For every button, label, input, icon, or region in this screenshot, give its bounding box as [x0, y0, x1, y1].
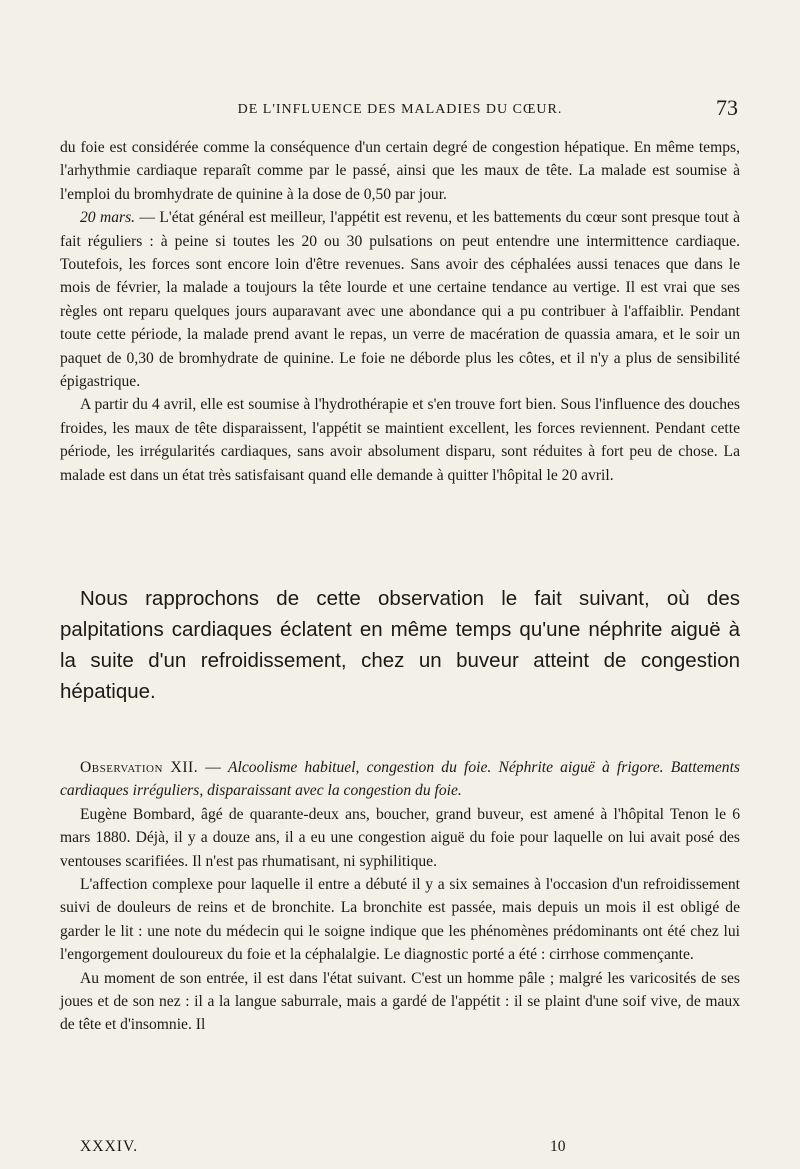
paragraph-patient-history: Eugène Bombard, âgé de quarante-deux ans, boucher, grand buveur, est amené à l'hôpital Tenon le 6 mars 1880. Déjà, il y a douze ans, il a eu une congestion aiguë du foie pour laquelle on lui avait posé des ventouses scarifiées. Il n'est pas rhumatisant, ni syphilitique. [60, 805, 740, 870]
paragraph-liver-congestion: du foie est considérée comme la conséquence d'un certain degré de congestion hépatique. En même temps, l'arhythmie cardiaque reparaît comme par le passé, ainsi que les maux de tête. La malade est soumise à l'emploi du bromhydrate de quinine à la dose de 0,50 par jour. [60, 139, 740, 203]
observation-title: Alcoolisme habituel, congestion du foie. Néphrite aiguë à frigore. Battements cardiaques irréguliers, disparaissant avec la congestion du foie. [60, 759, 740, 800]
observation-dash: — [198, 759, 228, 776]
signature-mark: XXXIV. [80, 1138, 139, 1155]
text-block-transition [60, 583, 740, 707]
paragraph-march-20-text: — L'état général est meilleur, l'appétit est revenu, et les battements du cœur sont presque tout à fait réguliers : à peine si toutes les 20 ou 30 pulsations on peut entendre une intermittence cardiaque. Toutefois, les forces sont encore loin d'être revenues. Sans avoir des céphalées aussi tenaces que dans le mois de février, la malade a toujours la tête lourde et une certaine tendance au vertige. Il est vrai que ses règles ont reparu quelques jours auparavant avec une abondance qui a pu contribuer à l'affaiblir. Pendant toute cette période, la malade prend avant le repas, un verre de macération de quassia amara, et le soir un paquet de 0,30 de bromhydrate de quinine. Le foie ne déborde plus les côtes, et il n'y a plus de sensibilité épigastrique. [60, 209, 740, 391]
paragraph-march-20 [60, 206, 740, 393]
page-footer [80, 1138, 730, 1162]
date-march-20: 20 mars. [80, 209, 136, 227]
running-title: DE L'INFLUENCE DES MALADIES DU CŒUR. [237, 102, 563, 117]
page-number: 73 [716, 95, 738, 120]
paragraph-transition: Nous rapprochons de cette observation le fait suivant, où des palpitations cardiaques éclatent en même temps qu'une néphrite aiguë à la suite d'un refroidissement, chez un buveur atteint de congestion hépatique. [60, 587, 740, 703]
sheet-number: 10 [550, 1138, 566, 1155]
text-block-observation-continued [60, 136, 740, 487]
paragraph-complex-affection: L'affection complexe pour laquelle il entre a débuté il y a six semaines à l'occasion d'un refroidissement suivi de douleurs de reins et de bronchite. La bronchite est passée, mais depuis un mois il est obligé de garder le lit : une note du médecin qui le soigne indique que les phénomènes prédominants ont été chez lui l'engorgement douloureux du foie et la céphalalgie. Le diagnostic porté a été : cirrhose commençante. [60, 876, 740, 964]
text-block-observation-xii [60, 756, 740, 1037]
observation-heading [60, 756, 740, 803]
observation-label: Observation XII. [80, 759, 199, 776]
paragraph-april-hydrotherapy: A partir du 4 avril, elle est soumise à l'hydrothérapie et s'en trouve fort bien. Sous l'influence des douches froides, les maux de tête disparaissent, l'appétit se maintient excellent, les forces reviennent. Pendant cette période, les irrégularités cardiaques, sans avoir absolument disparu, sont réduites à fort peu de chose. La malade est dans un état très satisfaisant quand elle demande à quitter l'hôpital le 20 avril. [60, 396, 740, 484]
paragraph-admission-state: Au moment de son entrée, il est dans l'état suivant. C'est un homme pâle ; malgré les varicosités de ses joues et de son nez : il a la langue saburrale, mais a gardé de l'appétit : il se plaint d'une soif vive, de maux de tête et d'insomnie. Il [60, 969, 740, 1034]
running-head [60, 95, 740, 122]
